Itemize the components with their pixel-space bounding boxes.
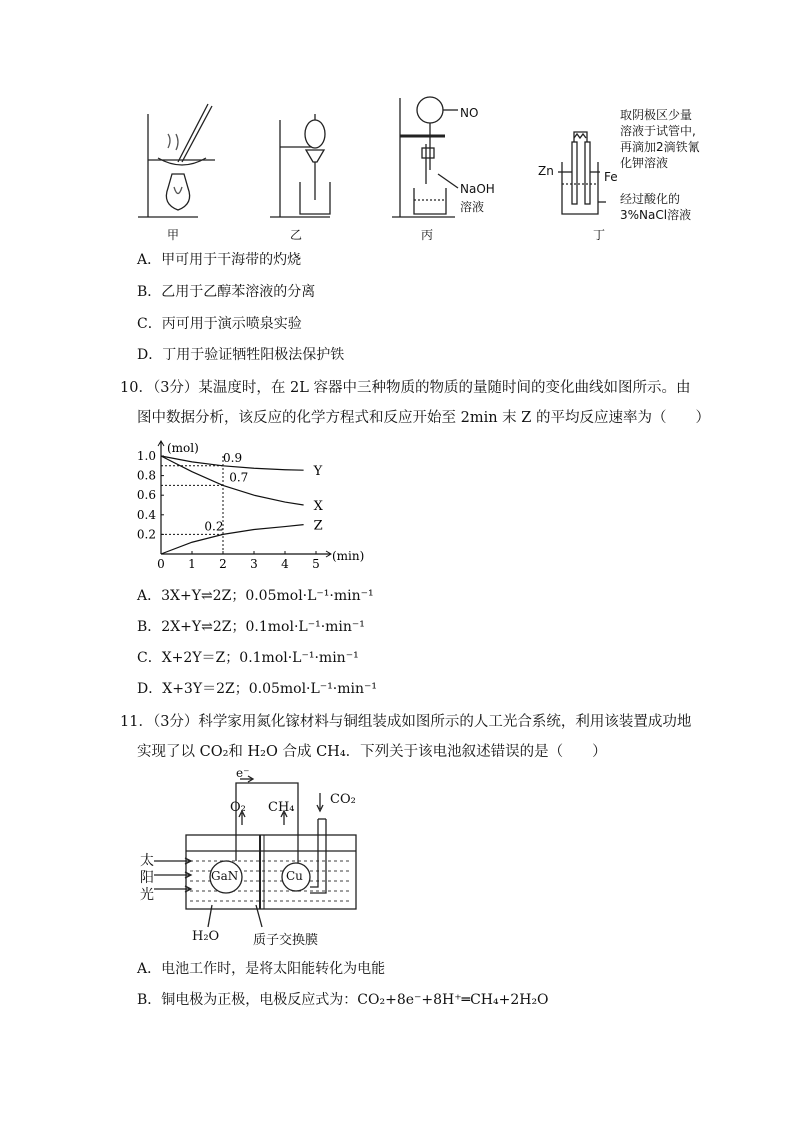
gan-label: GaN bbox=[211, 869, 239, 883]
y-axis-label: (mol) bbox=[167, 441, 199, 455]
naoh-label: NaOH bbox=[460, 182, 495, 196]
o2-label: O₂ bbox=[230, 800, 246, 815]
zn-label: Zn bbox=[538, 164, 554, 178]
q11-option-a: A．电池工作时，是将太阳能转化为电能 bbox=[137, 961, 386, 977]
y-tick-label-0.6: 0.6 bbox=[136, 488, 156, 503]
series-label-Z: Z bbox=[313, 518, 323, 534]
cu-label: Cu bbox=[286, 869, 303, 883]
acid-line1: 经过酸化的 bbox=[620, 192, 681, 206]
sunlight-label-3: 光 bbox=[140, 887, 154, 903]
annotation-0.7: 0.7 bbox=[229, 470, 249, 485]
q9-option-a: A．甲可用于干海带的灼烧 bbox=[137, 252, 302, 268]
series-label-X: X bbox=[313, 499, 323, 514]
membrane-label: 质子交换膜 bbox=[253, 933, 319, 948]
x-tick-label-5: 5 bbox=[312, 557, 320, 571]
x-tick-label-2: 2 bbox=[219, 557, 227, 571]
y-tick-label-0.2: 0.2 bbox=[136, 527, 156, 542]
apparatus-ding bbox=[558, 132, 606, 214]
co2-label: CO₂ bbox=[330, 792, 356, 807]
note-line2: 溶液于试管中, bbox=[620, 124, 696, 138]
apparatus-yi bbox=[270, 114, 330, 217]
solution-label: 溶液 bbox=[460, 200, 485, 214]
acid-line2: 3%NaCl溶液 bbox=[620, 208, 692, 222]
q11-stem-line2: 实现了以 CO₂和 H₂O 合成 CH₄．下列关于该电池叙述错误的是（ ） bbox=[137, 744, 607, 760]
h2o-label: H₂O bbox=[192, 929, 220, 944]
sunlight-label-1: 太 bbox=[140, 853, 154, 869]
x-tick-label-3: 3 bbox=[250, 557, 258, 571]
sunlight-label-2: 阳 bbox=[140, 870, 154, 886]
apparatus-jia bbox=[138, 104, 215, 217]
x-tick-label-0: 0 bbox=[157, 557, 165, 571]
no-label: NO bbox=[460, 106, 479, 120]
fe-label: Fe bbox=[604, 170, 618, 184]
x-tick-label-1: 1 bbox=[188, 557, 196, 571]
q10-option-c: C．X+2Y＝Z；0.1mol·L⁻¹·min⁻¹ bbox=[137, 650, 359, 666]
caption-yi: 乙 bbox=[290, 228, 303, 242]
q9-option-d: D．丁用于验证牺牲阳极法保护铁 bbox=[137, 347, 345, 363]
q10-line-chart bbox=[125, 432, 365, 572]
caption-jia: 甲 bbox=[167, 228, 180, 242]
x-tick-label-4: 4 bbox=[281, 557, 289, 571]
y-tick-label-0.4: 0.4 bbox=[136, 507, 156, 522]
annotation-0.2: 0.2 bbox=[204, 519, 224, 534]
y-tick-label-1.0: 1.0 bbox=[136, 449, 156, 463]
q11-stem-line1: 11．（3分）科学家用氮化镓材料与铜组装成如图所示的人工光合系统，利用该装置成功地 bbox=[120, 714, 692, 730]
q10-stem-line1: 10．（3分）某温度时，在 2L 容器中三种物质的物质的量随时间的变化曲线如图所示。由 bbox=[120, 380, 691, 396]
caption-bing: 丙 bbox=[421, 228, 434, 242]
y-tick-label-0.8: 0.8 bbox=[136, 468, 156, 483]
annotation-0.9: 0.9 bbox=[223, 450, 243, 465]
x-axis-label: (min) bbox=[332, 549, 365, 563]
note-line1: 取阴极区少量 bbox=[620, 108, 693, 122]
q9-option-c: C．丙可用于演示喷泉实验 bbox=[137, 316, 302, 332]
q11-option-b: B．铜电极为正极，电极反应式为：CO₂+8e⁻+8H⁺═CH₄+2H₂O bbox=[137, 992, 549, 1008]
q9-option-b: B．乙用于乙醇苯溶液的分离 bbox=[137, 284, 316, 300]
caption-ding: 丁 bbox=[593, 228, 606, 242]
series-label-Y: Y bbox=[313, 464, 323, 480]
q10-option-d: D．X+3Y＝2Z；0.05mol·L⁻¹·min⁻¹ bbox=[137, 681, 378, 697]
electron-label: e⁻ bbox=[236, 766, 250, 780]
q10-stem-line2: 图中数据分析，该反应的化学方程式和反应开始至 2min 末 Z 的平均反应速率为（ ） bbox=[137, 410, 710, 426]
q10-option-b: B．2X+Y⇌2Z；0.1mol·L⁻¹·min⁻¹ bbox=[137, 619, 365, 635]
note-line3: 再滴加2滴铁氰 bbox=[620, 140, 700, 154]
series-line-Z bbox=[161, 525, 304, 554]
ch4-label: CH₄ bbox=[268, 800, 295, 815]
note-line4: 化钾溶液 bbox=[620, 156, 669, 170]
q10-option-a: A．3X+Y⇌2Z；0.05mol·L⁻¹·min⁻¹ bbox=[137, 588, 374, 604]
apparatus-bing bbox=[392, 97, 458, 217]
